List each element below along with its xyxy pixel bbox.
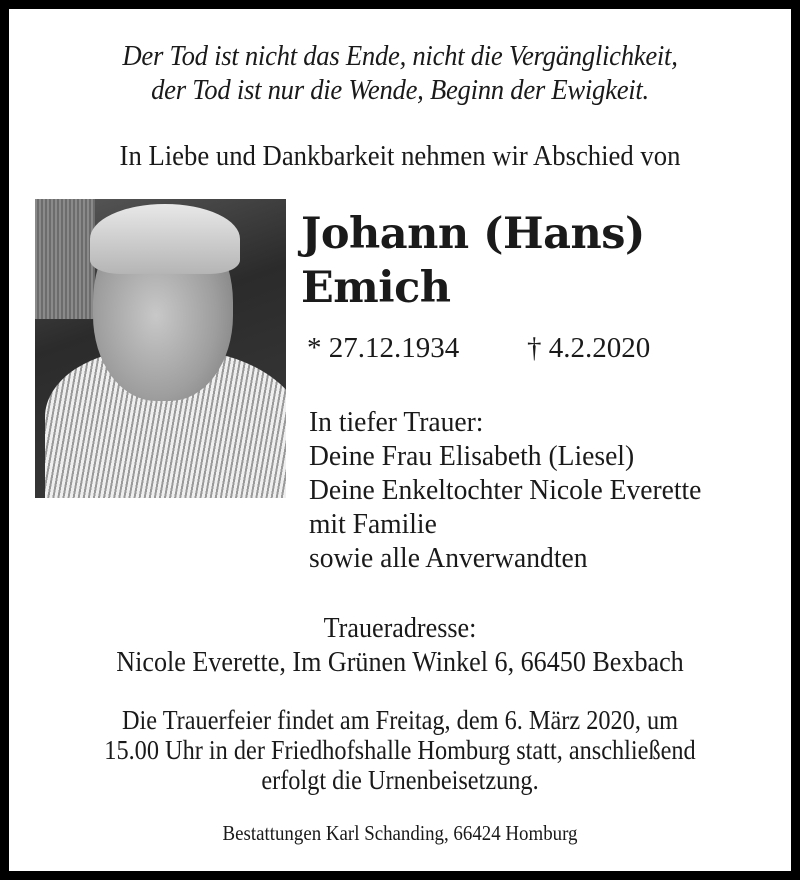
portrait-photo xyxy=(35,199,286,498)
mourner-line: sowie alle Anverwandten xyxy=(309,542,588,574)
service-details xyxy=(48,705,752,795)
mourner-line: mit Familie xyxy=(309,508,437,540)
life-dates xyxy=(307,331,650,365)
address-label: Traueradresse: xyxy=(323,612,477,644)
mourning-address xyxy=(48,611,752,679)
deceased-name-line-1: Johann (Hans) xyxy=(301,209,645,259)
intro-text: In Liebe und Dankbarkeit nehmen wir Abschied von xyxy=(119,140,681,172)
deceased-name xyxy=(301,207,645,315)
address-value: Nicole Everette, Im Grünen Winkel 6, 66450 Bexbach xyxy=(116,646,684,678)
photo-hair xyxy=(90,204,240,274)
service-line: Die Trauerfeier findet am Freitag, dem 6. März 2020, um xyxy=(121,705,679,735)
obituary-notice xyxy=(9,9,791,871)
service-line: 15.00 Uhr in der Friedhofshalle Homburg statt, anschließend xyxy=(104,735,696,765)
deceased-name-line-2: Emich xyxy=(301,263,451,313)
funeral-home: Bestattungen Karl Schanding, 66424 Homburg xyxy=(222,821,578,845)
mourner-line: Deine Frau Elisabeth (Liesel) xyxy=(309,440,635,472)
mourners-heading: In tiefer Trauer: xyxy=(309,406,484,438)
mourner-line: Deine Enkeltochter Nicole Everette xyxy=(309,474,702,506)
death-date: † 4.2.2020 xyxy=(527,332,651,364)
mourners-list xyxy=(309,405,701,575)
motto-line-1: Der Tod ist nicht das Ende, nicht die Vergänglichkeit, xyxy=(122,40,678,72)
service-line: erfolgt die Urnenbeisetzung. xyxy=(261,765,539,795)
photo-background xyxy=(35,199,95,319)
birth-date: * 27.12.1934 xyxy=(307,332,460,364)
motto-line-2: der Tod ist nur die Wende, Beginn der Ewigkeit. xyxy=(151,74,649,106)
motto-verse xyxy=(40,39,759,107)
